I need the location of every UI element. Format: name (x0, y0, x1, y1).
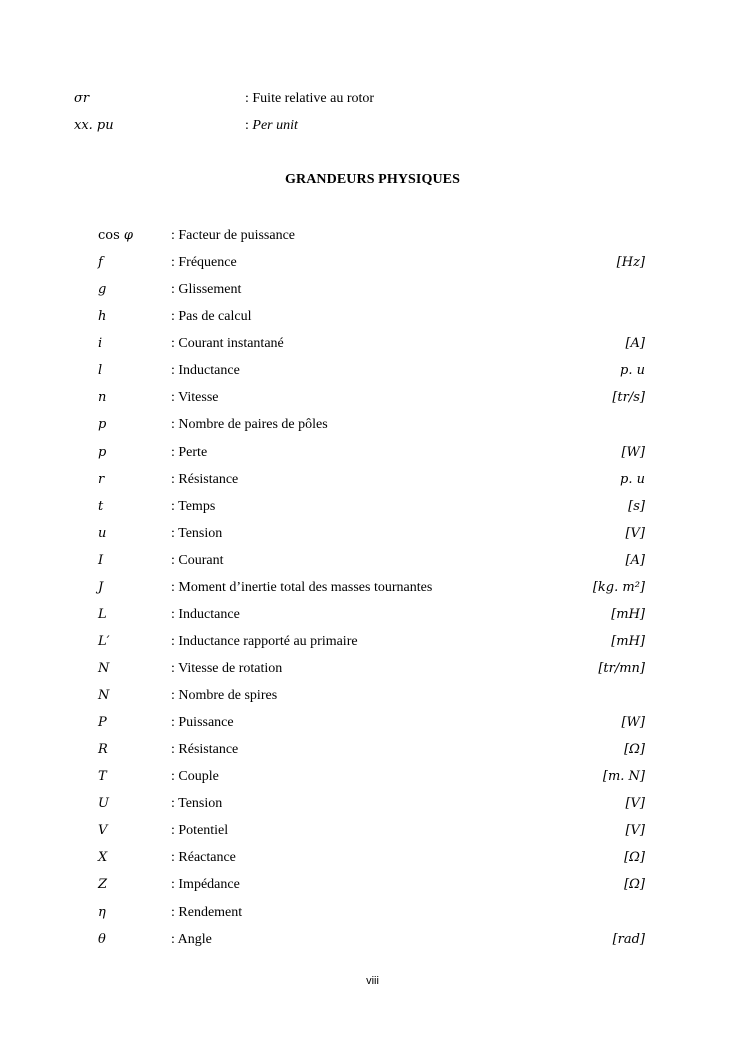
entry-description: : Moment d’inertie total des masses tournantes (171, 579, 433, 595)
list-item (98, 361, 645, 381)
list-item (98, 848, 645, 868)
list-item (98, 388, 645, 408)
entry-symbol-variable: R (98, 742, 108, 758)
section-title: GRANDEURS PHYSIQUES (285, 172, 460, 187)
entry-description: : Résistance (171, 742, 239, 758)
entry-symbol (98, 280, 106, 300)
list-item (98, 497, 645, 517)
entry-description: : Perte (171, 444, 208, 460)
list-item (98, 578, 645, 598)
entry-description (245, 116, 298, 136)
entry-symbol-variable: P (98, 715, 107, 731)
entry-symbol: σr (74, 91, 90, 106)
entry-symbol (98, 578, 103, 598)
entry-symbol (98, 307, 106, 327)
entry-description: : Couple (171, 769, 219, 785)
entry-unit: [mH] (611, 633, 645, 649)
entry-symbol-variable: n (98, 390, 107, 406)
list-item (98, 767, 645, 787)
entry-symbol-variable: N (98, 688, 110, 703)
list-item (98, 551, 645, 571)
list-item (98, 903, 645, 923)
entry-description: : Courant (171, 552, 224, 568)
list-item (98, 686, 645, 706)
entry-unit: [Hz] (616, 255, 645, 271)
entry-unit: [W] (621, 444, 645, 460)
list-item (98, 930, 645, 950)
entry-symbol-variable: L (98, 606, 107, 622)
list-item (98, 415, 645, 435)
entry-symbol (98, 875, 107, 895)
entry-description: : Tension (171, 525, 223, 541)
entry-symbol-variable: V (98, 823, 108, 839)
entry-description: : Pas de calcul (171, 309, 252, 325)
list-item (98, 226, 645, 246)
list-item (98, 713, 645, 733)
entry-description: : Inductance (171, 606, 240, 622)
list-item (98, 605, 645, 625)
entry-unit: [A] (625, 336, 645, 352)
entry-symbol-variable: η (98, 904, 106, 920)
entry-symbol-variable: φ (123, 228, 134, 243)
entry-symbol (98, 361, 102, 381)
entry-symbol-variable: X (98, 850, 108, 866)
entry-symbol (98, 903, 106, 923)
entry-symbol (98, 551, 103, 571)
entry-symbol-variable: l (98, 363, 103, 379)
page-number: viii (366, 975, 379, 987)
entry-symbol (98, 524, 106, 544)
entry-symbol-function: cos (98, 228, 124, 243)
entry-symbol (98, 470, 104, 490)
entry-symbol-variable: r (98, 471, 105, 487)
entry-unit: [s] (628, 498, 645, 514)
list-item (98, 794, 645, 814)
entry-unit: [Ω] (624, 877, 645, 893)
entry-description: : Rendement (171, 904, 243, 920)
entry-symbol-variable: h (98, 309, 107, 325)
entry-unit: [tr/s] (612, 390, 645, 406)
entry-symbol-variable: p (98, 444, 107, 460)
entry-description: : Angle (171, 931, 212, 947)
entry-symbol (98, 497, 103, 517)
entry-symbol-variable: J (98, 579, 104, 595)
entry-symbol (98, 388, 106, 408)
entry-description: : Tension (171, 796, 223, 812)
entry-description: : Temps (171, 498, 216, 514)
list-item (98, 524, 645, 544)
entry-symbol (98, 713, 107, 733)
entry-description: : Fréquence (171, 255, 237, 271)
entry-unit: [V] (625, 796, 645, 812)
entry-symbol (98, 740, 108, 760)
entry-symbol-variable: U (98, 796, 109, 812)
entry-description: : Réactance (171, 850, 236, 866)
entry-symbol-variable: t (98, 498, 104, 514)
list-item (98, 659, 645, 679)
entry-unit: [kg. m²] (592, 579, 645, 595)
entry-description: : Courant instantané (171, 336, 284, 352)
entry-symbol (98, 767, 107, 787)
list-item (98, 632, 645, 652)
list-item (98, 875, 645, 895)
entry-unit: [Ω] (624, 742, 645, 758)
list-item (98, 470, 645, 490)
entry-unit: [mH] (611, 606, 645, 622)
entry-symbol-variable: u (98, 525, 107, 541)
entry-description: : Fuite relative au rotor (245, 91, 375, 106)
entry-unit: [rad] (612, 931, 645, 947)
entry-symbol-variable: Z (98, 877, 108, 893)
entry-symbol (98, 443, 106, 463)
entry-symbol (98, 415, 106, 435)
top-entry-per-unit (74, 116, 674, 136)
entry-symbol-variable: p (98, 417, 107, 433)
list-item (98, 443, 645, 463)
entry-description: : Résistance (171, 471, 239, 487)
entry-description: : Impédance (171, 877, 240, 893)
list-item (98, 334, 645, 354)
entry-symbol-variable: f (98, 255, 103, 271)
entry-unit: [Ω] (624, 850, 645, 866)
entry-symbol (98, 848, 107, 868)
entry-description: : Vitesse (171, 390, 219, 406)
entry-unit: p. u (620, 471, 645, 487)
entry-description-italic: Per unit (252, 118, 298, 133)
entry-description: : Glissement (171, 282, 242, 298)
list-item (98, 280, 645, 300)
top-entry-sigma-r (74, 89, 674, 109)
entry-description: : Vitesse de rotation (171, 661, 283, 676)
entry-description: : Facteur de puissance (171, 228, 296, 243)
entry-description: : Nombre de spires (171, 688, 278, 703)
entry-symbol (98, 605, 107, 625)
list-item (98, 307, 645, 327)
entry-unit: [V] (625, 525, 645, 541)
list-item (98, 253, 645, 273)
list-item (98, 740, 645, 760)
entry-symbol (98, 334, 102, 354)
entry-unit: [V] (625, 823, 645, 839)
entry-unit: p. u (620, 363, 645, 379)
entry-symbol (98, 226, 133, 246)
entry-symbol-variable: L′ (98, 633, 110, 649)
entry-symbol (98, 659, 109, 679)
entry-symbol (98, 794, 109, 814)
entry-unit: [W] (621, 715, 645, 731)
entry-unit: [A] (625, 552, 645, 568)
entry-description: : Nombre de paires de pôles (171, 417, 328, 433)
entry-symbol-variable: N (98, 661, 110, 676)
entry-description: : Inductance rapporté au primaire (171, 633, 358, 649)
entry-symbol-variable: I (98, 552, 104, 568)
entry-symbol: xx. pu (74, 118, 114, 133)
entry-description: : Puissance (171, 715, 234, 731)
entry-symbol (98, 253, 103, 273)
entry-symbol-variable: g (98, 282, 107, 298)
entry-unit: [tr/mn] (598, 661, 645, 676)
entry-description-prefix: : (245, 118, 253, 133)
entry-symbol (98, 632, 110, 652)
entry-symbol (98, 686, 109, 706)
entry-description: : Potentiel (171, 823, 229, 839)
entry-unit: [m. N] (602, 769, 645, 785)
list-item (98, 821, 645, 841)
entry-symbol-variable: i (98, 336, 103, 352)
entry-symbol (98, 930, 106, 950)
entry-symbol (98, 821, 107, 841)
entry-symbol-variable: T (98, 769, 107, 785)
entry-symbol-variable: θ (98, 931, 106, 947)
entry-description: : Inductance (171, 363, 240, 379)
